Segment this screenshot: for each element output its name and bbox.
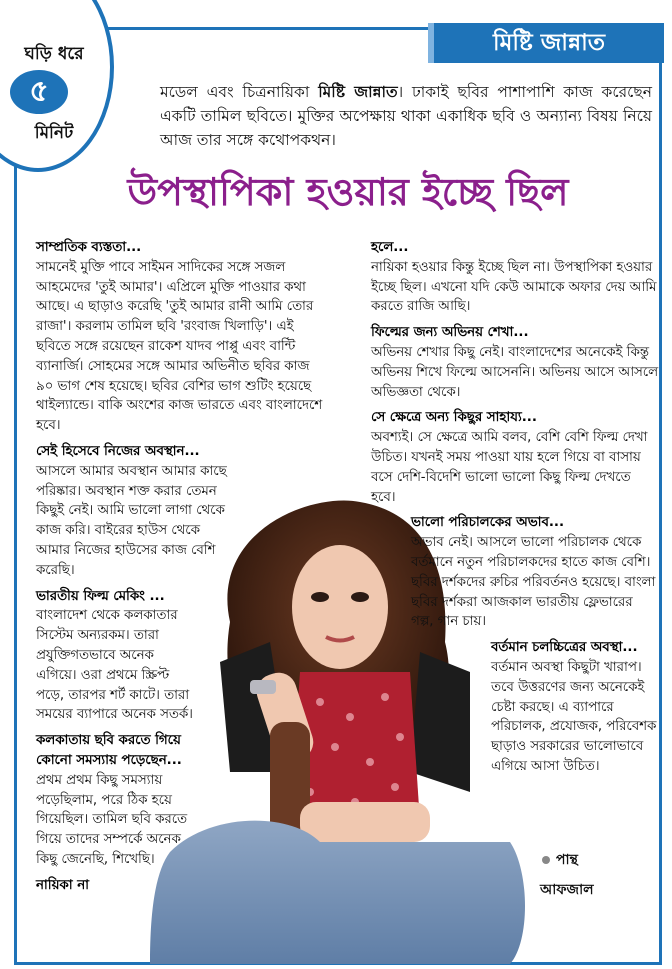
intro-paragraph — [160, 80, 652, 152]
qa-block — [36, 587, 196, 726]
qa-heading: কলকাতায় ছবি করতে গিয়ে কোনো সমস্যায় পড়েছেন... — [36, 733, 182, 768]
qa-answer: সামনেই মুক্তি পাবে সাইমন সাদিকের সঙ্গে সজল আহমেদের 'তুই আমার'। এপ্রিলে মুক্তি পাওয়ার কথা আছে। এ ছাড়াও করেছি 'তুই আমার রানী আমি তোর রাজা'। করলাম তামিল ছবি 'রংবাজ খিলাড়ি'। এই ছবিতে সঙ্গে রয়েছেন রাকেশ যাদব পাপ্পু এবং বান্টি ব্যানার্জি। সোহমের সঙ্গে আমার অভিনীত ছবির কাজ ৯০ ভাগ শেষ হয়েছে। ছবির বেশির ভাগ শুটিং হয়েছে থাইল্যান্ডে। বাকি অংশের কাজ ভারতে এবং বাংলাদেশে হবে। — [36, 259, 323, 434]
qa-block — [36, 731, 196, 870]
name-banner: মিষ্টি জান্নাত — [428, 23, 664, 63]
qa-block — [36, 876, 328, 896]
badge-number: ৫ — [10, 70, 68, 114]
qa-block — [36, 442, 236, 581]
qa-heading: সেই হিসেবে নিজের অবস্থান... — [36, 443, 200, 459]
qa-heading: ভারতীয় ফিল্ম মেকিং ... — [36, 588, 165, 604]
qa-block — [36, 238, 328, 436]
bullet-dot — [542, 856, 550, 864]
intro-part1: মডেল এবং চিত্রনায়িকা — [160, 83, 319, 101]
qa-answer: আসলে আমার অবস্থান আমার কাছে পরিষ্কার। অবস্থান শক্ত করার তেমন কিছুই নেই। আমি ভালো লাগা থেকে কাজ করি। বাইরের হাউস থেকে আমার নিজের হাউসের কাজ বেশি করেছি। — [36, 463, 227, 578]
qa-block — [371, 408, 659, 507]
qa-heading: সাম্প্রতিক ব্যস্ততা... — [36, 240, 142, 255]
qa-block — [371, 323, 659, 402]
qa-answer: অবশ্যই। সে ক্ষেত্রে আমি বলব, বেশি বেশি ফিল্ম দেখা উচিত। যখনই সময় পাওয়া যায় হলে গিয়ে বা বাসায় বসে দেশি-বিদেশি ভালো ভালো কিছু ফিল্ম দেখতে হবে। — [371, 430, 648, 505]
qa-heading: সে ক্ষেত্রে অন্য কিছুর সাহায্য... — [371, 410, 537, 426]
byline-first — [542, 848, 578, 872]
qa-answer: নায়িকা হওয়ার কিন্তু ইচ্ছে ছিল না। উপস্থাপিকা হওয়ার ইচ্ছে ছিল। এখনো যদি কেউ আমাকে অফার দেয় আমি করতে রাজি আছি। — [371, 259, 657, 315]
left-column — [36, 238, 328, 902]
badge-bottom-text: মিনিট — [34, 123, 74, 143]
qa-answer: অভাব নেই। আসলে ভালো পরিচালক থেকে বর্তমানে নতুন পরিচালকদের হাতে কাজ বেশি। ছবির দর্শকদের রুচির পরিবর্তনও হয়েছে। বাংলা ছবির দর্শকরা আজকাল ভারতীয় ফ্লেভারের গল্প, গান চায়। — [411, 535, 656, 630]
right-column — [371, 238, 659, 783]
byline-second: আফজাল — [540, 882, 594, 898]
qa-heading: হলে... — [371, 240, 409, 255]
qa-answer: প্রথম প্রথম কিছু সমস্যায় পড়েছিলাম, পরে ঠিক হয়ে গিয়েছিল। তামিল ছবি করতে গিয়ে তাদের সম্পর্কে অনেক কিছু জেনেছি, শিখেছি। — [36, 772, 188, 867]
qa-heading: বর্তমান চলচ্চিত্রের অবস্থা... — [491, 640, 638, 656]
headline: উপস্থাপিকা হওয়ার ইচ্ছে ছিল — [127, 170, 569, 214]
qa-answer: অভিনয় শেখার কিছু নেই। বাংলাদেশের অনেকেই কিন্তু অভিনয় শিখে ফিল্মে আসেননি। অভিনয় আসে আসলে অভিজ্ঞতা থেকে। — [371, 344, 658, 400]
qa-block — [371, 238, 659, 317]
qa-heading: নায়িকা না — [36, 877, 90, 893]
qa-block — [491, 638, 659, 777]
qa-heading: ভালো পরিচালকের অভাব... — [411, 515, 565, 531]
badge-top-text: ঘড়ি ধরে — [24, 44, 84, 64]
intro-part2: । ঢাকাই ছবির পাশাপাশি কাজ করেছেন একটি তামিল ছবিতে। মুক্তির অপেক্ষায় থাকা একাধিক ছবি ও অন্যান্য বিষয় নিয়ে আজ তার সঙ্গে কথোপকথন। — [160, 83, 652, 149]
qa-heading: ফিল্মের জন্য অভিনয় শেখা... — [371, 325, 529, 341]
qa-block — [411, 513, 659, 632]
qa-answer: বাংলাদেশ থেকে কলকাতার সিস্টেম অন্যরকম। তারা প্রযুক্তিগতভাবে অনেক এগিয়ে। ওরা প্রথমে স্ক্রিপ্ট পড়ে, তারপর শর্ট কাটে। তারা সময়ের ব্যাপারে অনেক সতর্ক। — [36, 608, 193, 723]
qa-answer: বর্তমান অবস্থা কিছুটা খারাপ। তবে উত্তরণের জন্য অনেকেই চেষ্টা করছে। এ ব্যাপারে পরিচালক, প্রযোজক, পরিবেশক ছাড়াও সরকারের ভালোভাবে এগিয়ে আসা উচিত। — [491, 659, 657, 774]
byline-first-text: পান্থ — [556, 852, 578, 868]
intro-name: মিষ্টি জান্নাত — [318, 83, 398, 101]
